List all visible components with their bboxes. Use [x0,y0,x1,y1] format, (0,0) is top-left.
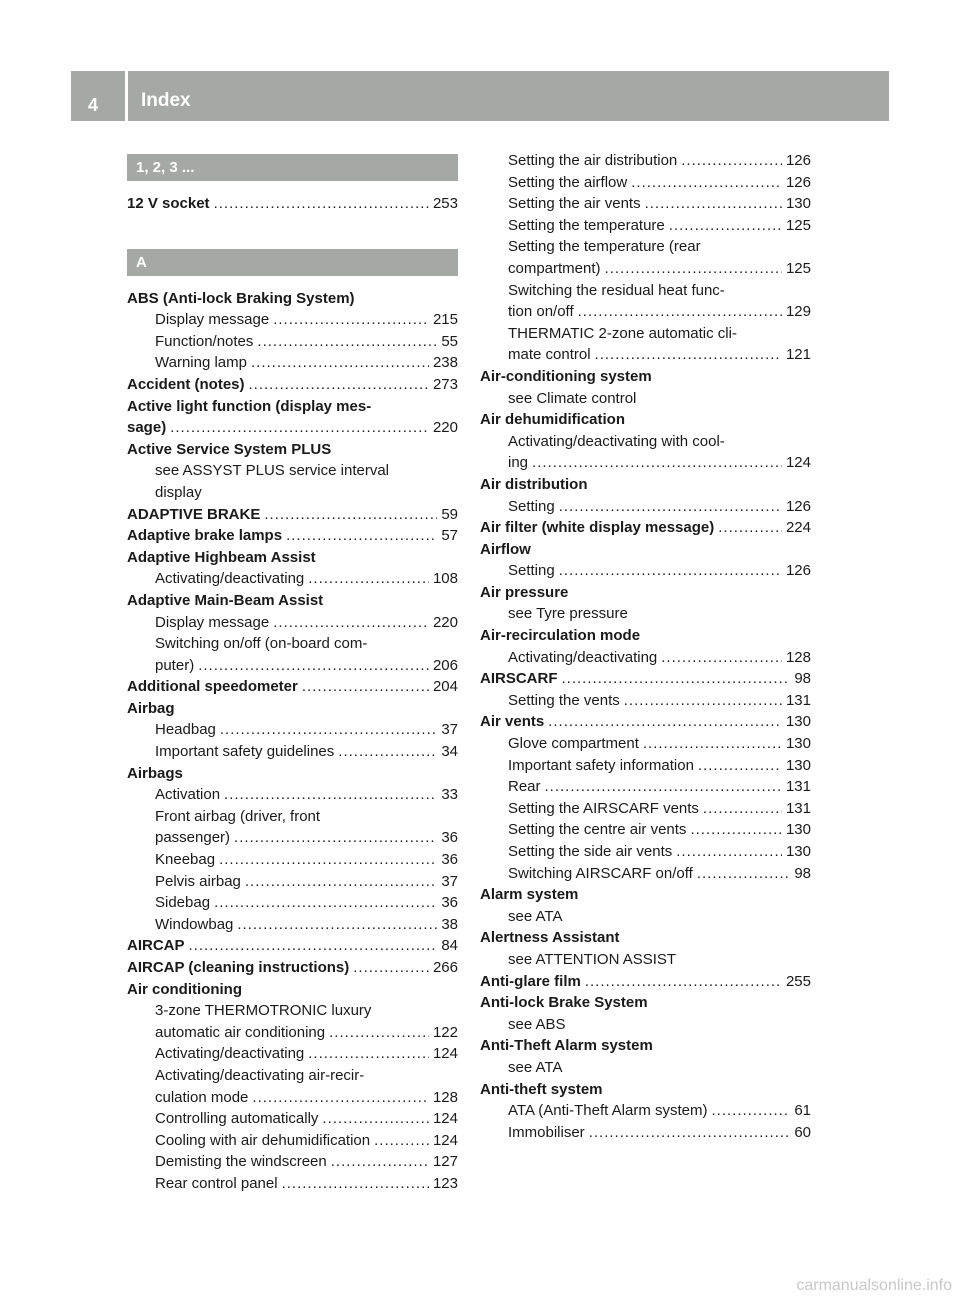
dot-leader [331,1151,429,1173]
dot-leader [624,690,782,712]
index-subentry[interactable]: Switching AIRSCARF on/off ..... 98 [480,863,811,885]
index-subentry[interactable]: Setting the side air vents ..... 130 [480,841,811,863]
index-reference[interactable]: see ABS [508,1015,566,1033]
dot-leader [189,935,438,957]
index-reference[interactable]: see ATA [508,907,563,925]
dot-leader [595,344,782,366]
dot-leader [697,863,791,885]
index-subentry[interactable]: Setting the temperature ..... 125 [480,215,811,237]
index-subentry[interactable]: Windowbag ..... 38 [127,914,458,936]
index-heading: Active Service System PLUS [127,440,332,458]
dot-leader [286,525,437,547]
index-subentry[interactable]: tion on/off ..... 129 [480,301,811,323]
dot-leader [578,301,782,323]
dot-leader [273,309,429,331]
index-entry[interactable]: AIRSCARF ..... 98 [480,668,811,690]
index-subentry[interactable]: Setting the air distribution ..... 126 [480,150,811,172]
index-subentry[interactable]: Activating/deactivating ..... 108 [127,568,458,590]
dot-leader [219,849,437,871]
dot-leader [249,374,429,396]
dot-leader [234,827,437,849]
dot-leader [585,971,782,993]
index-subentry[interactable]: automatic air conditioning ..... 122 [127,1022,458,1044]
dot-leader [605,258,782,280]
dot-leader [353,957,429,979]
dot-leader [264,504,437,526]
dot-leader [252,1087,429,1109]
index-heading: Alarm system [480,886,579,904]
index-heading: Adaptive Main-Beam Assist [127,591,324,609]
index-subentry[interactable]: culation mode ..... 128 [127,1087,458,1109]
section-header-a: A [127,249,458,276]
index-subentry[interactable]: Setting ..... 126 [480,560,811,582]
index-entry[interactable]: Air vents ..... 130 [480,711,811,733]
section-header-numbers: 1, 2, 3 ... [127,154,458,181]
index-entry[interactable]: 12 V socket ..... 253 [127,193,458,215]
index-subentry[interactable]: Important safety information ..... 130 [480,755,811,777]
dot-leader [631,172,782,194]
dot-leader [559,496,782,518]
dot-leader [329,1022,429,1044]
index-entry[interactable]: Additional speedometer ..... 204 [127,676,458,698]
index-subentry[interactable]: Display message ..... 215 [127,309,458,331]
index-subentry[interactable]: Important safety guidelines ..... 34 [127,741,458,763]
index-subentry[interactable]: Rear ..... 131 [480,776,811,798]
dot-leader [643,733,782,755]
index-subentry[interactable]: Warning lamp ..... 238 [127,352,458,374]
index-subentry[interactable]: Setting ..... 126 [480,496,811,518]
header-divider [125,71,128,121]
dot-leader [589,1122,791,1144]
dot-leader [374,1130,429,1152]
dot-leader [645,193,782,215]
index-subentry-line: Switching on/off (on-board com- [155,635,368,653]
index-entry[interactable]: Accident (notes) ..... 273 [127,374,458,396]
index-heading: Air-conditioning system [480,367,652,385]
dot-leader [198,655,429,677]
index-subentry-line: Front airbag (driver, front [155,807,321,825]
index-subentry[interactable]: Controlling automatically ..... 124 [127,1108,458,1130]
dot-leader [690,819,782,841]
dot-leader [559,560,782,582]
index-subentry[interactable]: Headbag ..... 37 [127,719,458,741]
dot-leader [251,352,429,374]
index-entry[interactable]: AIRCAP (cleaning instructions) ..... 266 [127,957,458,979]
index-heading: Anti-theft system [480,1080,603,1098]
page-header-bar [71,71,889,121]
dot-leader [308,1043,429,1065]
index-subentry[interactable]: Sidebag ..... 36 [127,892,458,914]
index-subentry[interactable]: Setting the centre air vents ..... 130 [480,819,811,841]
index-reference: display [155,483,202,501]
index-subentry-line: Setting the temperature (rear [508,238,701,256]
index-subentry[interactable]: Setting the air vents ..... 130 [480,193,811,215]
index-subentry[interactable]: Demisting the windscreen ..... 127 [127,1151,458,1173]
index-heading: Air dehumidification [480,411,626,429]
index-heading: Air conditioning [127,980,242,998]
index-subentry-line: THERMATIC 2-zone automatic cli- [508,324,737,342]
index-subentry[interactable]: Kneebag ..... 36 [127,849,458,871]
index-subentry[interactable]: Cooling with air dehumidification ..... 124 [127,1130,458,1152]
dot-leader [224,784,437,806]
index-subentry-line: Switching the residual heat func- [508,281,725,299]
index-subentry[interactable]: Setting the airflow ..... 126 [480,172,811,194]
index-heading: ABS (Anti-lock Braking System) [127,289,355,307]
index-subentry[interactable]: ing ..... 124 [480,452,811,474]
dot-leader [237,914,437,936]
index-heading: Adaptive Highbeam Assist [127,548,316,566]
index-subentry[interactable]: Activating/deactivating ..... 124 [127,1043,458,1065]
index-heading: Anti-lock Brake System [480,994,648,1012]
index-entry[interactable]: sage) ..... 220 [127,417,458,439]
index-entry[interactable]: Air filter (white display message) ..... 224 [480,517,811,539]
page-title: Index [141,90,191,111]
index-subentry[interactable]: Setting the vents ..... 131 [480,690,811,712]
index-heading: Air distribution [480,475,588,493]
index-subentry-line: Activating/deactivating with cool- [508,432,725,450]
dot-leader [322,1108,429,1130]
dot-leader [170,417,429,439]
index-reference[interactable]: see Tyre pressure [508,605,628,623]
index-subentry[interactable]: passenger) ..... 36 [127,827,458,849]
dot-leader [718,517,782,539]
index-heading: Active light function (display mes- [127,397,372,415]
index-subentry[interactable]: Function/notes ..... 55 [127,331,458,353]
dot-leader [302,676,429,698]
index-subentry[interactable]: ATA (Anti-Theft Alarm system) ..... 61 [480,1100,811,1122]
index-entry[interactable]: ADAPTIVE BRAKE ..... 59 [127,504,458,526]
index-subentry[interactable]: mate control ..... 121 [480,344,811,366]
dot-leader [308,568,429,590]
dot-leader [214,892,437,914]
index-heading: Anti-Theft Alarm system [480,1037,653,1055]
dot-leader [698,755,782,777]
index-reference: see ASSYST PLUS service interval [155,462,389,480]
index-subentry[interactable]: Activation ..... 33 [127,784,458,806]
index-reference[interactable]: see Climate control [508,389,637,407]
index-column-left [127,150,458,1195]
index-heading: Airbags [127,764,183,782]
index-entry[interactable]: Adaptive brake lamps ..... 57 [127,525,458,547]
index-heading: Airflow [480,540,531,558]
dot-leader [661,647,782,669]
dot-leader [545,776,782,798]
dot-leader [669,215,782,237]
index-subentry[interactable]: Activating/deactivating ..... 128 [480,647,811,669]
dot-leader [257,331,437,353]
index-subentry[interactable]: Glove compartment ..... 130 [480,733,811,755]
dot-leader [338,741,437,763]
index-subentry[interactable]: Setting the AIRSCARF vents ..... 131 [480,798,811,820]
dot-leader [532,452,782,474]
index-subentry[interactable]: Rear control panel ..... 123 [127,1173,458,1195]
index-reference[interactable]: see ATTENTION ASSIST [508,950,677,968]
dot-leader [681,150,782,172]
index-subentry[interactable]: Pelvis airbag ..... 37 [127,871,458,893]
index-column-right [480,150,811,1143]
page-number: 4 [88,95,99,115]
index-heading: Air pressure [480,583,569,601]
index-subentry[interactable]: compartment) ..... 125 [480,258,811,280]
index-entry[interactable]: Anti-glare film ..... 255 [480,971,811,993]
index-subentry[interactable]: puter) ..... 206 [127,655,458,677]
index-subentry[interactable]: Display message ..... 220 [127,612,458,634]
watermark: carmanualsonline.info [796,1277,952,1294]
index-heading: Airbag [127,699,175,717]
dot-leader [703,798,782,820]
dot-leader [711,1100,790,1122]
dot-leader [273,612,429,634]
index-subentry[interactable]: Immobiliser ..... 60 [480,1122,811,1144]
dot-leader [548,711,782,733]
dot-leader [220,719,437,741]
index-heading: Air-recirculation mode [480,627,641,645]
index-reference[interactable]: see ATA [508,1058,563,1076]
dot-leader [245,871,437,893]
index-entry[interactable]: AIRCAP ..... 84 [127,935,458,957]
dot-leader [676,841,782,863]
dot-leader [214,193,429,215]
dot-leader [562,668,791,690]
dot-leader [282,1173,429,1195]
index-subentry-line: Activating/deactivating air-recir- [155,1066,365,1084]
index-subentry-line: 3-zone THERMOTRONIC luxury [155,1002,372,1020]
index-heading: Alertness Assistant [480,929,620,947]
